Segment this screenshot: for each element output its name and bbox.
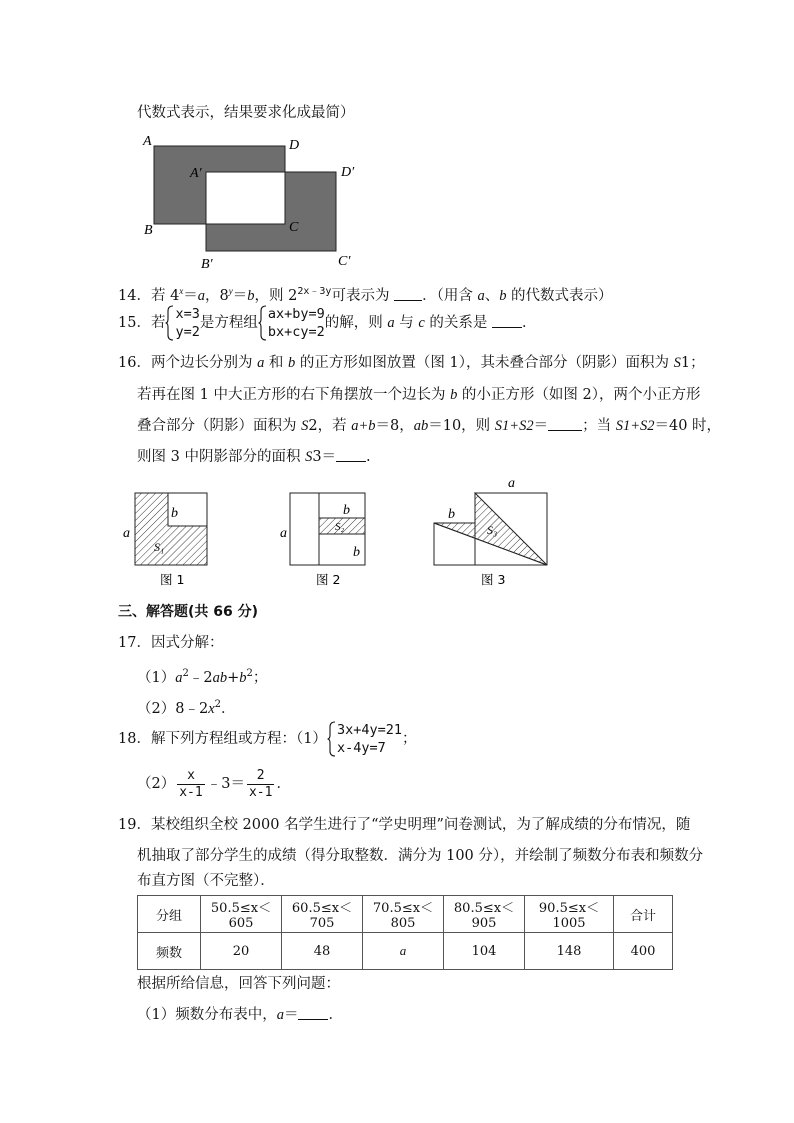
fig3-s3: S₃ <box>487 523 498 537</box>
table-cell: a <box>363 933 444 970</box>
table-cell: 50.5≤x＜605 <box>201 896 282 933</box>
answer-blank-15 <box>492 313 522 328</box>
answer-blank-16b <box>336 447 366 462</box>
fraction-2-over-x-1: $\frac{2}{x-1}$ <box>248 767 273 800</box>
label-D: D <box>289 138 300 153</box>
fig3-a: a <box>508 476 515 491</box>
table-cell: 频数 <box>138 933 201 970</box>
table-cell: 104 <box>444 933 525 970</box>
fig2-b-right: b <box>353 545 360 560</box>
table-cell: 合计 <box>614 896 673 933</box>
question-17-part2: $(2)8﹣2x^2$． <box>137 699 236 717</box>
table-row <box>138 896 673 933</box>
table-cell: 70.5≤x＜805 <box>363 896 444 933</box>
question-15: 15．若 x=3 y=2 是方程组 ax+by=9 bx+cy=2 的解，则 a 与 c 的关系是 ． <box>118 306 537 340</box>
system-18: 3x+4y=21 x-4y=7 <box>327 721 402 757</box>
question-17: 17．因式分解： <box>118 635 224 651</box>
label-A: A <box>143 134 152 149</box>
table-cell: 400 <box>614 933 673 970</box>
fig2-b-top: b <box>343 503 350 518</box>
section-3-heading: 三、解答题(共 66 分) <box>118 604 259 620</box>
question-18: 18．解下列方程组或方程：（1） 3x+4y=21 x-4y=7 ； <box>118 722 417 756</box>
question-16-line3: 叠合部分（阴影）面积为 S2，若 a+b＝8，ab＝10，则 S1+S2＝ ；当 S1+S2＝40 时， <box>137 418 722 434</box>
fig16-1 <box>123 493 207 587</box>
figure-13 <box>135 130 365 275</box>
table-row <box>138 933 673 970</box>
question-18-part2: （2） $\frac{x}{x-1}$ ﹣3＝ $\frac{2}{x-1}$ ． <box>137 767 291 800</box>
table-cell: 20 <box>201 933 282 970</box>
question-16-line4: 则图 3 中阴影部分的面积 S3＝ . <box>137 449 371 465</box>
fig1-caption: 图 1 <box>160 572 185 587</box>
label-C2: C′ <box>338 254 351 269</box>
answer-blank-16a <box>548 416 582 431</box>
question-16-line1: 16．两个边长分别为 a 和 b 的正方形如图放置（图 1），其未叠合部分（阴影）面积为 S1； <box>118 355 705 371</box>
label-D2: D′ <box>341 165 355 180</box>
fig1-b: b <box>171 506 178 521</box>
question-19-line1: 19．某校组织全校 2000 名学生进行了“学史明理”问卷测试，为了解成绩的分布情况，随 <box>118 817 691 833</box>
question-17-part1: $(1)a^2﹣2ab+b^2$； <box>137 668 268 686</box>
q13-tail: 代数式表示，结果要求化成最简） <box>137 105 355 121</box>
label-C: C <box>289 220 299 235</box>
label-B2: B′ <box>201 257 213 272</box>
question-19-line4: 根据所给信息，回答下列问题： <box>137 976 340 992</box>
question-14: 14．若 $4^x=a$，$8^y=b$，则 $2^{2x﹣3y}$可表示为 ．（用含 a、b 的代数式表示） <box>118 286 613 304</box>
fig16-2 <box>280 493 365 587</box>
table-cell: 148 <box>525 933 614 970</box>
label-A2: A′ <box>190 166 202 181</box>
fig2-s2: S₂ <box>335 521 345 533</box>
table-cell: 90.5≤x＜1005 <box>525 896 614 933</box>
question-19-line3: 布直方图（不完整）． <box>137 873 275 889</box>
fig2-caption: 图 2 <box>316 572 341 587</box>
label-B: B <box>144 223 153 238</box>
fig2-a: a <box>280 526 287 541</box>
answer-blank-14 <box>394 286 422 301</box>
system-abc: ax+by=9 bx+cy=2 <box>258 305 325 341</box>
fig1-a: a <box>123 526 130 541</box>
system-xy: x=3 y=2 <box>165 305 199 341</box>
fig1-s1: S₁ <box>154 540 165 554</box>
table-cell: 60.5≤x＜705 <box>282 896 363 933</box>
fig3-b: b <box>448 507 455 522</box>
question-16-line2: 若再在图 1 中大正方形的右下角摆放一个边长为 b 的小正方形（如图 2），两个小正方形 <box>137 387 701 403</box>
frequency-table <box>137 895 673 970</box>
overlap-rect <box>206 172 285 224</box>
table-cell: 48 <box>282 933 363 970</box>
fig16-3 <box>434 476 547 587</box>
figures-16 <box>118 476 558 590</box>
table-cell: 分组 <box>138 896 201 933</box>
fraction-x-over-x-1: $\frac{x}{x-1}$ <box>179 767 203 800</box>
question-19-part1: （1）频数分布表中，a＝ ． <box>137 1007 343 1023</box>
fig3-caption: 图 3 <box>481 572 506 587</box>
answer-blank-19 <box>298 1005 328 1020</box>
table-cell: 80.5≤x＜905 <box>444 896 525 933</box>
question-19-line2: 机抽取了部分学生的成绩（得分取整数．满分为 100 分），并绘制了频数分布表和频数分 <box>137 848 704 864</box>
